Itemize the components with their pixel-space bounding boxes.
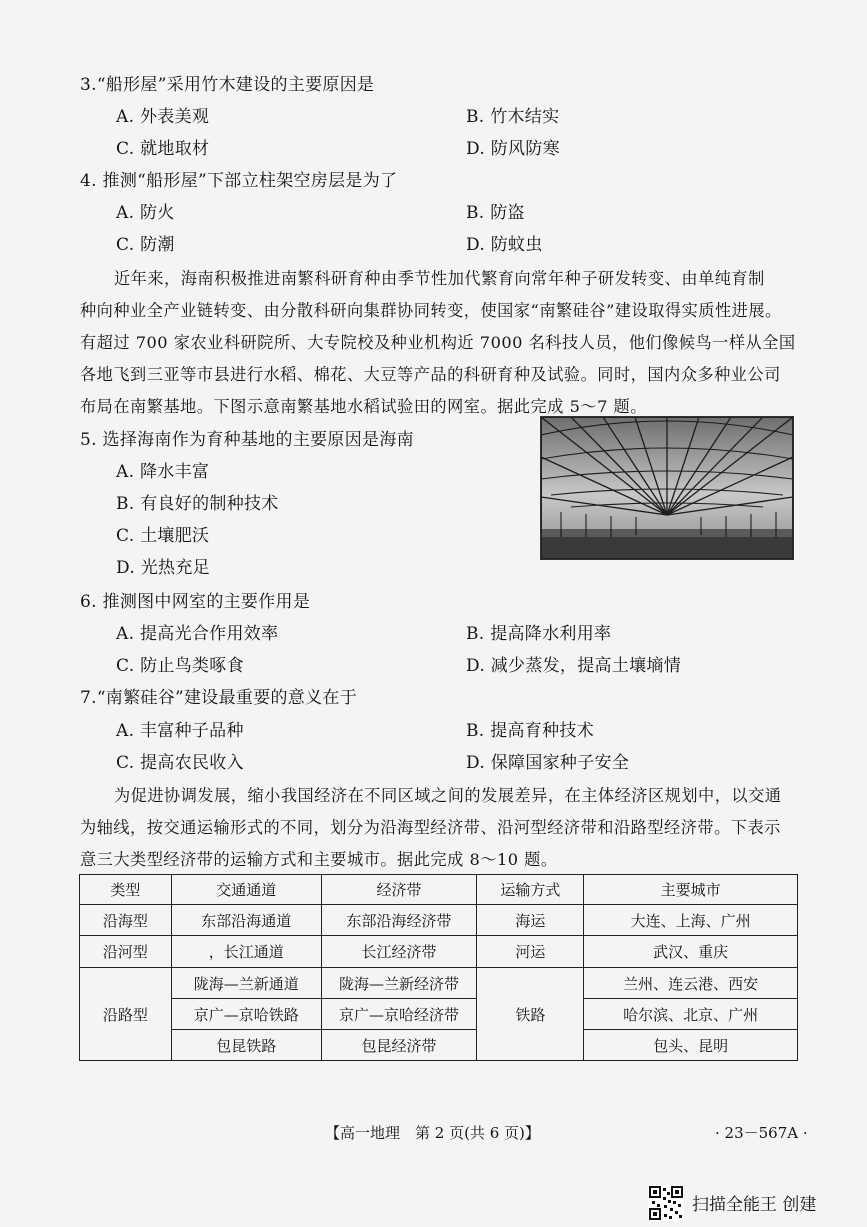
table-cell: 包昆经济带 [321,1030,477,1061]
qr-code-icon [648,1185,684,1221]
table-cell: 兰州、连云港、西安 [584,968,798,999]
passage-1-line-5: 布局在南繁基地。下图示意南繁基地水稻试验田的网室。据此完成 5～7 题。 [80,397,647,416]
q6-option-a: A. 提高光合作用效率 [116,624,279,644]
question-5-stem: 5. 选择海南作为育种基地的主要原因是海南 [80,430,414,450]
passage-1-line-3: 有超过 700 家农业科研院所、大专院校及种业机构近 7000 名科技人员，他们像候鸟一样从全国 [80,333,796,352]
table-cell: 哈尔滨、北京、广州 [584,999,798,1030]
passage-2-line-3: 意三大类型经济带的运输方式和主要城市。据此完成 8～10 题。 [80,850,558,869]
table-cell: 沿海型 [80,905,172,936]
q3-option-d: D. 防风防寒 [466,139,560,159]
table-row [80,936,798,968]
q5-option-b: B. 有良好的制种技术 [116,494,279,514]
table-row [80,999,798,1030]
table-cell: 包头、昆明 [584,1030,798,1061]
net-house-illustration [541,417,793,559]
table-cell: 东部沿海通道 [171,905,321,936]
page-footer-label: 【高一地理 第 2 页(共 6 页)】 [325,1124,540,1142]
table-cell: ，长江通道 [171,936,321,968]
q3-option-b: B. 竹木结实 [466,107,560,127]
table-cell: 京广—京哈经济带 [321,999,477,1030]
economic-belt-table [79,874,798,1061]
question-6-stem: 6. 推测图中网室的主要作用是 [80,592,311,612]
q4-option-b: B. 防盗 [466,203,525,223]
passage-1-line-2: 种向种业全产业链转变、由分散科研向集群协同转变，使国家“南繁硅谷”建设取得实质性进展。 [80,301,782,320]
table-cell: 陇海—兰新经济带 [321,968,477,999]
q7-option-b: B. 提高育种技术 [466,721,594,741]
question-3-stem: 3.“船形屋”采用竹木建设的主要原因是 [80,75,375,95]
table-cell: 包昆铁路 [171,1030,321,1061]
table-row [80,968,798,999]
q4-option-d: D. 防蚊虫 [466,235,543,255]
passage-2-line-1: 为促进协调发展，缩小我国经济在不同区域之间的发展差异，在主体经济区规划中，以交通 [114,786,782,805]
q5-option-d: D. 光热充足 [116,558,210,578]
q5-option-a: A. 降水丰富 [116,462,210,482]
passage-1-line-1: 近年来，海南积极推进南繁科研育种由季节性加代繁育向常年种子研发转变、由单纯育制 [114,269,765,288]
table-cell: 大连、上海、广州 [584,905,798,936]
q7-option-d: D. 保障国家种子安全 [466,753,630,773]
table-header: 交通通道 [171,875,321,905]
q7-option-c: C. 提高农民收入 [116,753,244,773]
table-row [80,1030,798,1061]
table-cell: 长江经济带 [321,936,477,968]
table-header: 主要城市 [584,875,798,905]
table-header: 类型 [80,875,172,905]
table-cell: 铁路 [477,968,584,1061]
question-4-stem: 4. 推测“船形屋”下部立柱架空房层是为了 [80,171,398,191]
question-7-stem: 7.“南繁硅谷”建设最重要的意义在于 [80,688,358,708]
table-row [80,905,798,936]
q4-option-a: A. 防火 [116,203,175,223]
table-header: 运输方式 [477,875,584,905]
table-header-row [80,875,798,905]
q6-option-c: C. 防止鸟类啄食 [116,656,244,676]
q3-option-c: C. 就地取材 [116,139,210,159]
table-cell: 陇海—兰新通道 [171,968,321,999]
passage-2-line-2: 为轴线，按交通运输形式的不同，划分为沿海型经济带、沿河型经济带和沿路型经济带。下表示 [80,818,781,837]
table-cell: 沿河型 [80,936,172,968]
net-house-photo [540,416,794,560]
q5-option-c: C. 土壤肥沃 [116,526,210,546]
table-cell: 京广—京哈铁路 [171,999,321,1030]
exam-code: · 23－567A · [715,1124,808,1142]
table-cell: 武汉、重庆 [584,936,798,968]
passage-1-line-4: 各地飞到三亚等市县进行水稻、棉花、大豆等产品的科研育种及试验。同时，国内众多种业公司 [80,365,781,384]
scanner-watermark: 扫描全能王 创建 [692,1195,817,1215]
table-cell: 东部沿海经济带 [321,905,477,936]
table-cell: 海运 [477,905,584,936]
table-cell: 河运 [477,936,584,968]
q3-option-a: A. 外表美观 [116,107,210,127]
q7-option-a: A. 丰富种子品种 [116,721,244,741]
q4-option-c: C. 防潮 [116,235,175,255]
table-header: 经济带 [321,875,477,905]
table-cell: 沿路型 [80,968,172,1061]
q6-option-d: D. 减少蒸发，提高土壤墒情 [466,656,682,676]
q6-option-b: B. 提高降水利用率 [466,624,612,644]
